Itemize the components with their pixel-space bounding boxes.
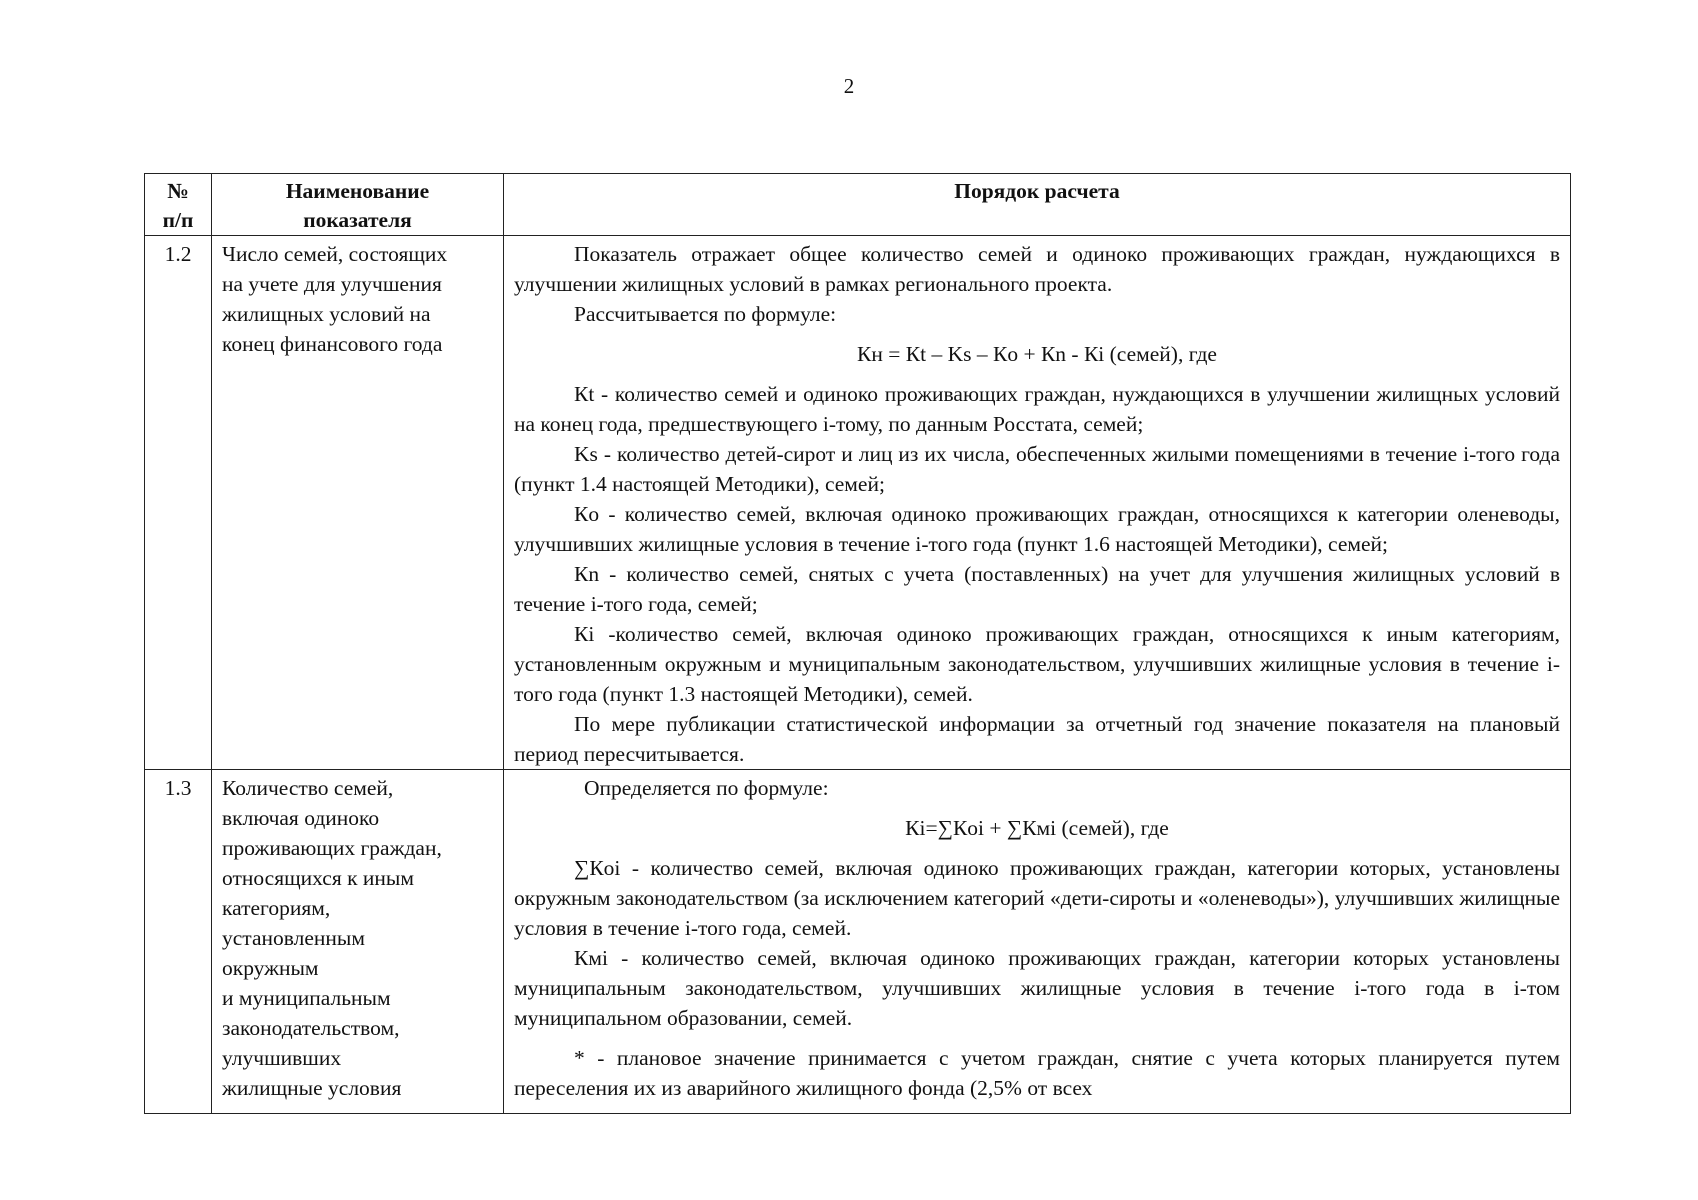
indicator-name-line: относящихся к иным <box>222 866 414 890</box>
indicator-name-line: проживающих граждан, <box>222 836 442 860</box>
indicator-name-line: улучшивших <box>222 1046 342 1070</box>
calc-paragraph: Кn - количество семей, снятых с учета (поставленных) на учет для улучшения жилищных условий в течение i-того года, семей; <box>514 562 1560 616</box>
calculation-table <box>144 173 1571 1114</box>
calc-paragraph: Кo - количество семей, включая одиноко проживающих граждан, относящихся к категории оленеводы, улучшивших жилищные условия в течение i-того года (пункт 1.6 настоящей Методики), семей; <box>514 502 1560 556</box>
calc-paragraph: * - плановое значение принимается с учетом граждан, снятие с учета которых планируется путем переселения их из аварийного жилищного фонда (2,5% от всех <box>514 1046 1560 1100</box>
calc-paragraph: По мере публикации статистической информации за отчетный год значение показателя на плановый период пересчитывается. <box>514 712 1560 766</box>
formula: Кн = Кt – Ks – Кo + Кn - Кi (семей), где <box>857 342 1217 366</box>
calc-paragraph: ∑Кoi - количество семей, включая одиноко проживающих граждан, категории которых, установлены окружным законодательством (за исключением категорий «дети-сироты и «оленеводы»), улучшивших жилищные условия в течение i-того года, семей. <box>514 856 1560 940</box>
indicator-name-line: жилищных условий на <box>222 302 431 326</box>
header-calc: Порядок расчета <box>504 174 1571 236</box>
indicator-name-line: жилищные условия <box>222 1076 402 1100</box>
header-num <box>145 174 212 236</box>
indicator-name-line: конец финансового года <box>222 332 443 356</box>
calc-paragraph: Кмi - количество семей, включая одиноко проживающих граждан, категории которых установлены муниципальным законодательством, улучшивших жилищные условия в течение i-того года в i-том муниципальном образовании, семей. <box>514 946 1560 1030</box>
table-row <box>145 236 1571 770</box>
indicator-name <box>212 770 504 1114</box>
calc-paragraph: Ks - количество детей-сирот и лиц из их числа, обеспеченных жилыми помещениями в течение i-того года (пункт 1.4 настоящей Методики), семей; <box>514 442 1560 496</box>
indicator-name-line: категориям, <box>222 896 331 920</box>
table-header-row <box>145 174 1571 236</box>
header-name-line-1: Наименование <box>285 179 430 203</box>
indicator-name-line: установленным <box>222 926 365 950</box>
page-number: 2 <box>843 74 855 98</box>
formula: Кi=∑Кoi + ∑Кмi (семей), где <box>905 816 1169 840</box>
calc-paragraph: Рассчитывается по формуле: <box>574 302 837 326</box>
calc-paragraph: Кi -количество семей, включая одиноко проживающих граждан, относящихся к иным категориям, установленным окружным и муниципальным законодательством, улучшивших жилищные условия в течение i-того года (пункт 1.3 настоящей Методики), семей. <box>514 622 1560 706</box>
indicator-name-line: и муниципальным <box>222 986 391 1010</box>
indicator-name-line: Количество семей, <box>222 776 394 800</box>
row-number: 1.2 <box>145 236 212 770</box>
calc-paragraph: Определяется по формуле: <box>584 776 829 800</box>
header-name-line-2: показателя <box>303 208 412 232</box>
indicator-name-line: Число семей, состоящих <box>222 242 448 266</box>
calculation-description <box>504 236 1571 770</box>
table-row <box>145 770 1571 1114</box>
indicator-name-line: включая одиноко <box>222 806 380 830</box>
row-number: 1.3 <box>145 770 212 1114</box>
indicator-name-line: законодательством, <box>222 1016 400 1040</box>
indicator-name <box>212 236 504 770</box>
header-num-line-1: № <box>167 179 189 203</box>
calculation-description <box>504 770 1571 1114</box>
header-num-line-2: п/п <box>162 208 194 232</box>
calc-paragraph: Кt - количество семей и одиноко проживающих граждан, нуждающихся в улучшении жилищных условий на конец года, предшествующего i-тому, по данным Росстата, семей; <box>514 382 1560 436</box>
indicator-name-line: окружным <box>222 956 319 980</box>
indicator-name-line: на учете для улучшения <box>222 272 442 296</box>
header-name <box>212 174 504 236</box>
calc-paragraph: Показатель отражает общее количество семей и одиноко проживающих граждан, нуждающихся в улучшении жилищных условий в рамках регионального проекта. <box>514 242 1560 296</box>
